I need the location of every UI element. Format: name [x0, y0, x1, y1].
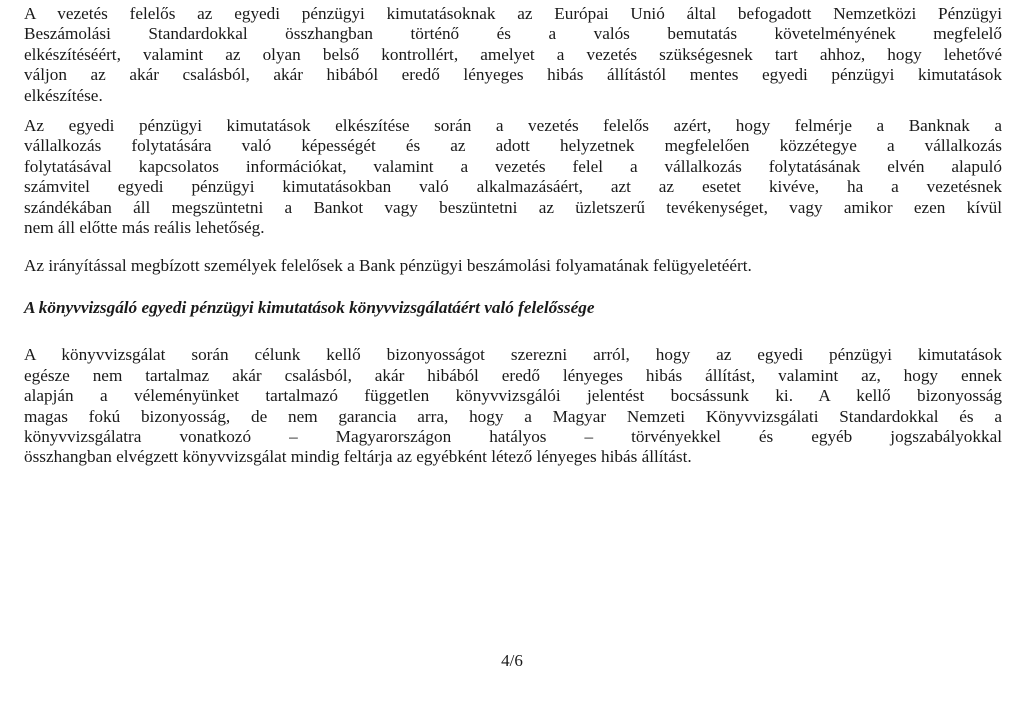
text-line: A vezetés felelős az egyedi pénzügyi kimutatásoknak az Európai Unió által befogadott Nemzetközi Pénzügyi [24, 4, 1002, 23]
text-line: Beszámolási Standardokkal összhangban történő és a valós bemutatás követelményének megfelelő [24, 24, 1002, 44]
text-line: magas fokú bizonyosság, de nem garancia arra, hogy a Magyar Nemzeti Könyvvizsgálati Standardokkal és a [24, 406, 1002, 426]
page-number: 4/6 [501, 651, 523, 670]
text-line: nem áll előtte más reális lehetőség. [24, 218, 265, 238]
text-line: összhangban elvégzett könyvvizsgálat mindig feltárja az egyébként létező lényeges hibás állítást. [24, 447, 692, 467]
text-line: számvitel egyedi pénzügyi kimutatásokban való alkalmazásáért, azt az esetet kivéve, ha a vezetésnek [24, 177, 1002, 197]
text-line: A könyvvizsgálat során célunk kellő bizonyosságot szerezni arról, hogy az egyedi pénzügyi kimutatások [24, 345, 1002, 365]
section-heading [24, 298, 1002, 318]
document-page [24, 4, 1002, 468]
text-line: alapján a véleményünket tartalmazó független könyvvizsgálói jelentést bocsássunk ki. A kellő bizonyosság [24, 386, 1002, 406]
text-line: elkészítése. [24, 85, 103, 105]
text-line: folytatásával kapcsolatos információkat, valamint a vezetés felel a vállalkozás folytatásának elvén alapuló [24, 156, 1002, 176]
text-line: szándékában áll megszüntetni a Bankot vagy beszüntetni az üzletszerű tevékenységet, vagy amikor ezen kívül [24, 197, 1002, 217]
paragraph-management-responsibility [24, 4, 1002, 106]
paragraph-auditor-objectives [24, 345, 1002, 467]
heading-text: A könyvvizsgáló egyedi pénzügyi kimutatások könyvvizsgálatáért való felelőssége [24, 297, 595, 317]
paragraph-governance-responsibility [24, 256, 1002, 276]
text-line: vállalkozás folytatására való képességét és az adott helyzetnek megfelelően közzétegye a vállalkozás [24, 136, 1002, 156]
text-line: Az egyedi pénzügyi kimutatások elkészítése során a vezetés felelős azért, hogy felmérje a Banknak a [24, 116, 1002, 136]
text-line: váljon az akár csalásból, akár hibából eredő lényeges hibás állítástól mentes egyedi pénzügyi kimutatások [24, 65, 1002, 85]
paragraph-going-concern [24, 116, 1002, 238]
text-line: Az irányítással megbízott személyek felelősek a Bank pénzügyi beszámolási folyamatának felügyeletéért. [24, 256, 752, 276]
text-line: elkészítéséért, valamint az olyan belső kontrollért, amelyet a vezetés szükségesnek tart ahhoz, hogy lehetővé [24, 44, 1002, 64]
text-line: könyvvizsgálatra vonatkozó – Magyarországon hatályos – törvényekkel és egyéb jogszabályokkal [24, 426, 1002, 446]
text-line: egésze nem tartalmaz akár csalásból, akár hibából eredő lényeges hibás állítást, valamint az, hogy ennek [24, 365, 1002, 385]
